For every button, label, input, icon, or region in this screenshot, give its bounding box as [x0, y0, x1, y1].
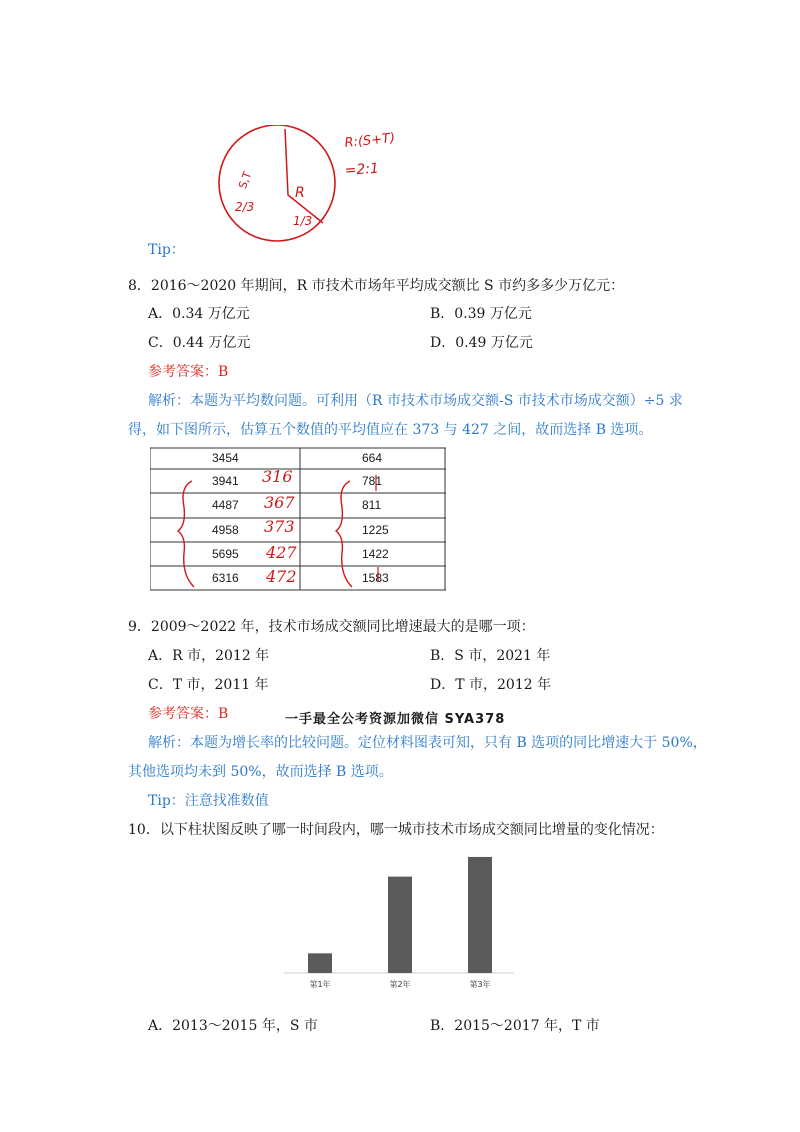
table-row: [150, 472, 446, 492]
q9-question: 9．2009～2022 年，技术市场成交额同比增速最大的是哪一项：: [128, 619, 535, 635]
table-cell-s: 1422: [362, 547, 389, 561]
x-tick-label: 第1年: [309, 980, 331, 989]
handwritten-diff: 373: [264, 517, 295, 536]
q8-analysis-line2: 得，如下图所示，估算五个数值的平均值应在 373 与 427 之间，故而选择 B 选项。: [128, 422, 653, 438]
table-cell-s: 664: [362, 451, 383, 465]
x-tick-label: 第2年: [389, 980, 411, 989]
table-row: [150, 521, 446, 541]
q9-answer: 参考答案：B: [148, 706, 229, 722]
q9-option-a[interactable]: A．R 市，2012 年: [148, 648, 270, 664]
q10-option-a[interactable]: A．2013～2015 年，S 市: [148, 1018, 318, 1034]
handwritten-diff: 316: [262, 467, 293, 486]
q9-option-c[interactable]: C．T 市，2011 年: [148, 677, 269, 693]
q8-option-d[interactable]: D．0.49 万亿元: [430, 335, 533, 351]
q9-analysis-line2: 其他选项均未到 50%，故而选择 B 选项。: [128, 764, 393, 780]
pie-divider: [285, 129, 323, 223]
q9-tip: Tip：注意找准数值: [148, 793, 269, 809]
x-tick-label: 第3年: [469, 980, 491, 989]
table-row: [150, 496, 446, 516]
table-cell-r: 6316: [212, 571, 239, 585]
handwritten-diff: 472: [266, 567, 297, 586]
table-cell-r: 4958: [212, 523, 239, 537]
q8-option-b[interactable]: B．0.39 万亿元: [430, 306, 532, 322]
pie-right-fraction: 1/3: [293, 214, 313, 228]
pie-left-fraction: 2/3: [235, 200, 255, 214]
pie-note-line2: =2:1: [344, 160, 380, 179]
q9-analysis-line1: 解析：本题为增长率的比较问题。定位材料图表可知，只有 B 选项的同比增速大于 50%，: [148, 735, 707, 751]
table-cell-s: 811: [362, 498, 382, 512]
table-row: [150, 449, 446, 469]
table-row: [150, 545, 446, 565]
bar-chart: [280, 845, 520, 995]
q8-question: 8．2016～2020 年期间，R 市技术市场年平均成交额比 S 市约多多少万亿元：: [128, 278, 625, 294]
tip-label: Tip：: [148, 242, 185, 258]
q10-option-b[interactable]: B．2015～2017 年，T 市: [430, 1018, 600, 1034]
table-cell-s: 1583: [362, 571, 389, 585]
table-cell-r: 5695: [212, 547, 239, 561]
pie-left-label: S,T: [236, 169, 255, 191]
handwritten-diff: 427: [266, 543, 297, 562]
watermark-text: 一手最全公考资源加微信 SYA378: [285, 712, 506, 727]
pie-right-label: R: [295, 185, 305, 201]
pie-sketch: [215, 125, 425, 255]
q10-question: 10．以下柱状图反映了哪一时间段内，哪一城市技术市场成交额同比增量的变化情况：: [128, 822, 664, 838]
q9-option-b[interactable]: B．S 市，2021 年: [430, 648, 551, 664]
handwritten-diff: 367: [264, 493, 295, 512]
table-cell-s: 1225: [362, 523, 389, 537]
q8-option-c[interactable]: C．0.44 万亿元: [148, 335, 251, 351]
table-row: [150, 569, 446, 589]
bar-1: [308, 953, 332, 973]
bar-3: [468, 857, 492, 973]
data-table-image: [150, 447, 446, 593]
table-cell-r: 3941: [212, 474, 239, 488]
table-cell-r: 3454: [212, 451, 239, 465]
q9-option-d[interactable]: D．T 市，2012 年: [430, 677, 552, 693]
q8-option-a[interactable]: A．0.34 万亿元: [148, 306, 250, 322]
table-cell-r: 4487: [212, 498, 239, 512]
pie-note-line1: R:(S+T): [343, 130, 396, 151]
table-cell-s: 781: [362, 474, 383, 488]
q8-answer: 参考答案：B: [148, 364, 229, 380]
q8-analysis-line1: 解析：本题为平均数问题。可利用（R 市技术市场成交额-S 市技术市场成交额）÷5 求: [148, 393, 683, 409]
bar-2: [388, 877, 412, 973]
